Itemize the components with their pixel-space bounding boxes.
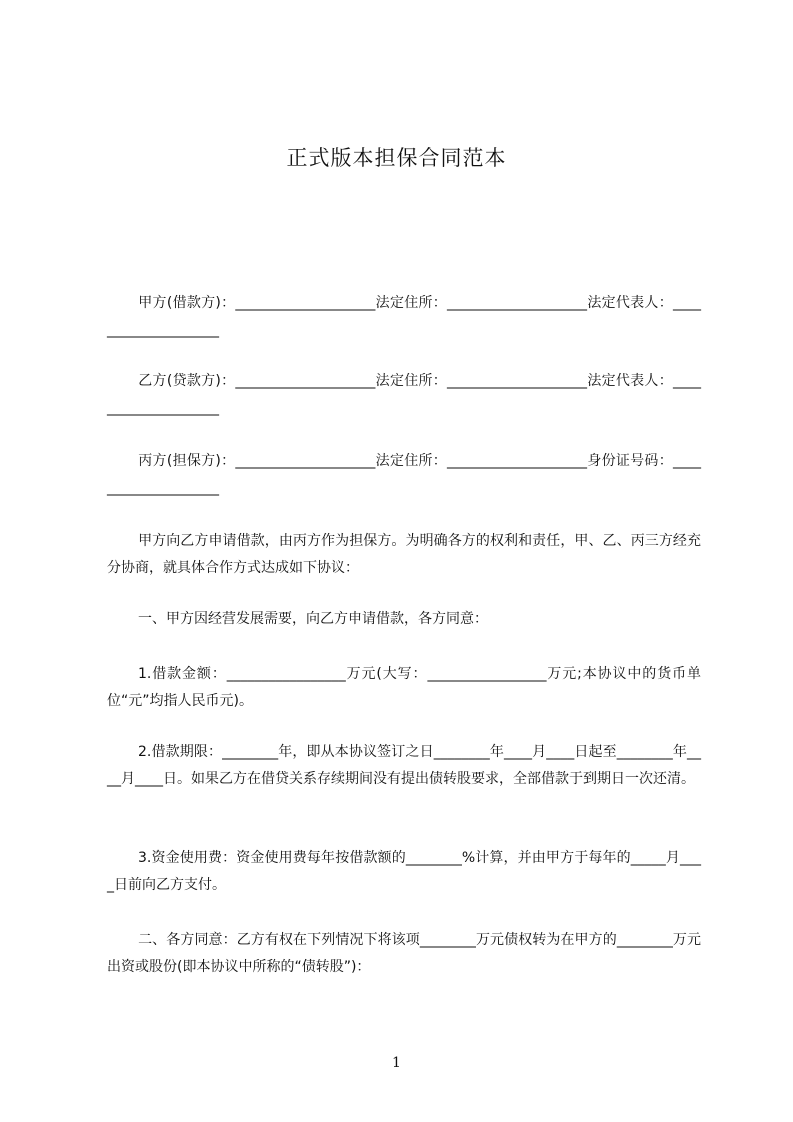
section-two-text: 二、各方同意：乙方有权在下列情况下将该项________万元债权转为在甲方的________万元出资或股份(即本协议中所称的“债转股”)： — [107, 932, 701, 975]
party-c-paragraph — [107, 448, 701, 502]
clause-loan-amount — [107, 661, 701, 715]
party-a-text: 甲方(借款方)：____________________法定住所：____________________法定代表人：____________________ — [107, 295, 701, 338]
document-title: 正式版本担保合同范本 — [286, 146, 507, 170]
clause-loan-amount-text: 1.借款金额：_________________万元(大写：_________________万元;本协议中的货币单位“元”均指人民币元)。 — [107, 666, 701, 709]
party-b-text: 乙方(贷款方)：____________________法定住所：____________________法定代表人：____________________ — [107, 373, 701, 416]
section-one-heading — [107, 606, 701, 633]
clause-loan-term-text: 2.借款期限：________年，即从本协议签订之日________年____月____日起至________年____月____日。如果乙方在借贷关系存续期间没有提出债转股要求，全部借款于到期日一次还清。 — [107, 744, 701, 787]
party-b-paragraph — [107, 368, 701, 422]
preamble-paragraph — [107, 528, 701, 582]
party-a-paragraph — [107, 290, 701, 344]
party-c-text: 丙方(担保方)：____________________法定住所：____________________身份证号码：____________________ — [107, 453, 701, 496]
clause-usage-fee-text: 3.资金使用费：资金使用费每年按借款额的________%计算，并由甲方于每年的_____月____日前向乙方支付。 — [107, 850, 701, 893]
clause-loan-term — [107, 739, 701, 793]
page-number: 1 — [392, 1055, 401, 1071]
preamble-text: 甲方向乙方申请借款，由丙方作为担保方。为明确各方的权利和责任，甲、乙、丙三方经充分协商，就具体合作方式达成如下协议： — [107, 533, 701, 576]
section-one-text: 一、甲方因经营发展需要，向乙方申请借款，各方同意： — [138, 611, 488, 627]
section-two-paragraph — [107, 927, 701, 981]
clause-usage-fee — [107, 845, 701, 899]
